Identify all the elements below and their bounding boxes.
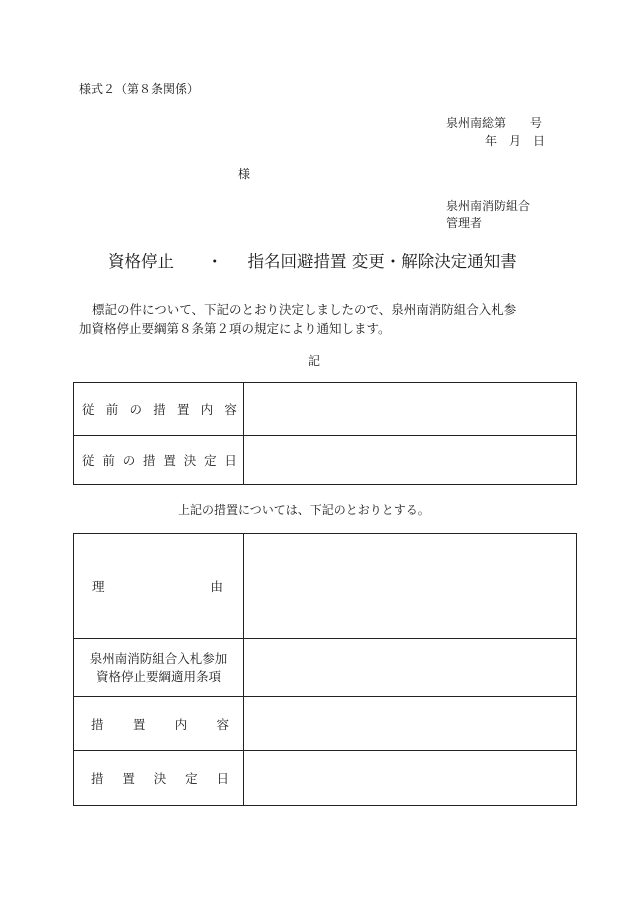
- label-measure-decision-date: [74, 751, 244, 806]
- rule-label-line-1: 泉州南消防組合入札参加: [89, 650, 228, 666]
- document-title: [108, 248, 517, 272]
- label-char: 日: [216, 771, 229, 786]
- value-previous-content[interactable]: [244, 383, 577, 436]
- value-applicable-rule[interactable]: [244, 639, 577, 697]
- intermediate-sentence: 上記の措置については、下記のとおりとする。: [178, 503, 430, 517]
- new-measures-table: [73, 533, 577, 806]
- label-char: の: [129, 402, 142, 417]
- spread-label: [74, 451, 243, 469]
- table-row: [74, 697, 577, 751]
- label-char: 従: [82, 402, 95, 417]
- spread-label: [74, 577, 243, 595]
- body-line-2: 加資格停止要綱第８条第２項の規定により通知します。: [79, 321, 391, 336]
- label-char: 前: [102, 453, 115, 468]
- label-char: 日: [224, 453, 237, 468]
- label-char: 内: [174, 716, 188, 732]
- label-char: 容: [224, 402, 237, 417]
- label-char: 由: [210, 579, 223, 594]
- label-char: 措: [91, 771, 104, 786]
- rule-label-line-2: 資格停止要綱適用条項: [95, 668, 221, 684]
- title-part-2: 指名回避措置 変更・解除決定通知書: [247, 252, 517, 271]
- label-char: 置: [132, 716, 146, 732]
- addressee-suffix: 様: [238, 167, 251, 181]
- label-char: 置: [122, 771, 135, 786]
- body-paragraph: [79, 300, 559, 338]
- table-row: [74, 534, 577, 639]
- label-reason: [74, 534, 244, 639]
- ki-marker: 記: [308, 354, 321, 368]
- label-char: 前: [105, 402, 119, 417]
- label-previous-content: [74, 383, 244, 436]
- label-char: 定: [204, 453, 217, 468]
- spread-label: [74, 769, 243, 787]
- value-reason[interactable]: [244, 534, 577, 639]
- label-char: 置: [176, 402, 190, 417]
- label-char: 決: [183, 453, 197, 468]
- label-char: 置: [163, 453, 176, 468]
- label-char: 措: [91, 716, 104, 732]
- value-measure-decision-date[interactable]: [244, 751, 577, 806]
- table-row: [74, 639, 577, 697]
- label-char: 定: [185, 771, 198, 786]
- sender-organization: 泉州南消防組合: [446, 199, 531, 213]
- label-char: 決: [153, 771, 167, 786]
- table-row: [74, 383, 577, 436]
- value-previous-decision-date[interactable]: [244, 436, 577, 485]
- title-separator: ・: [206, 252, 223, 271]
- spread-label: [74, 715, 243, 733]
- sender-title: 管理者: [446, 216, 483, 230]
- document-number: 泉州南総第 号: [446, 116, 543, 130]
- table-row: [74, 751, 577, 806]
- issue-date: 年 月 日: [485, 134, 546, 148]
- label-measure-content: [74, 697, 244, 751]
- label-char: 容: [216, 716, 229, 732]
- spread-label: [74, 400, 243, 418]
- value-measure-content[interactable]: [244, 697, 577, 751]
- label-char: 措: [153, 402, 166, 417]
- title-part-1: 資格停止: [108, 252, 174, 271]
- table-row: [74, 436, 577, 485]
- previous-measures-table: [73, 382, 577, 485]
- label-applicable-rule: [74, 639, 244, 697]
- label-char: 内: [200, 402, 214, 417]
- label-char: の: [122, 453, 136, 468]
- label-previous-decision-date: [74, 436, 244, 485]
- label-char: 従: [82, 453, 95, 468]
- form-number: 様式２（第８条関係）: [79, 82, 200, 96]
- body-line-1: 標記の件について、下記のとおり決定しましたので、泉州南消防組合入札参: [92, 302, 517, 317]
- label-char: 理: [92, 579, 105, 594]
- label-char: 措: [143, 453, 156, 468]
